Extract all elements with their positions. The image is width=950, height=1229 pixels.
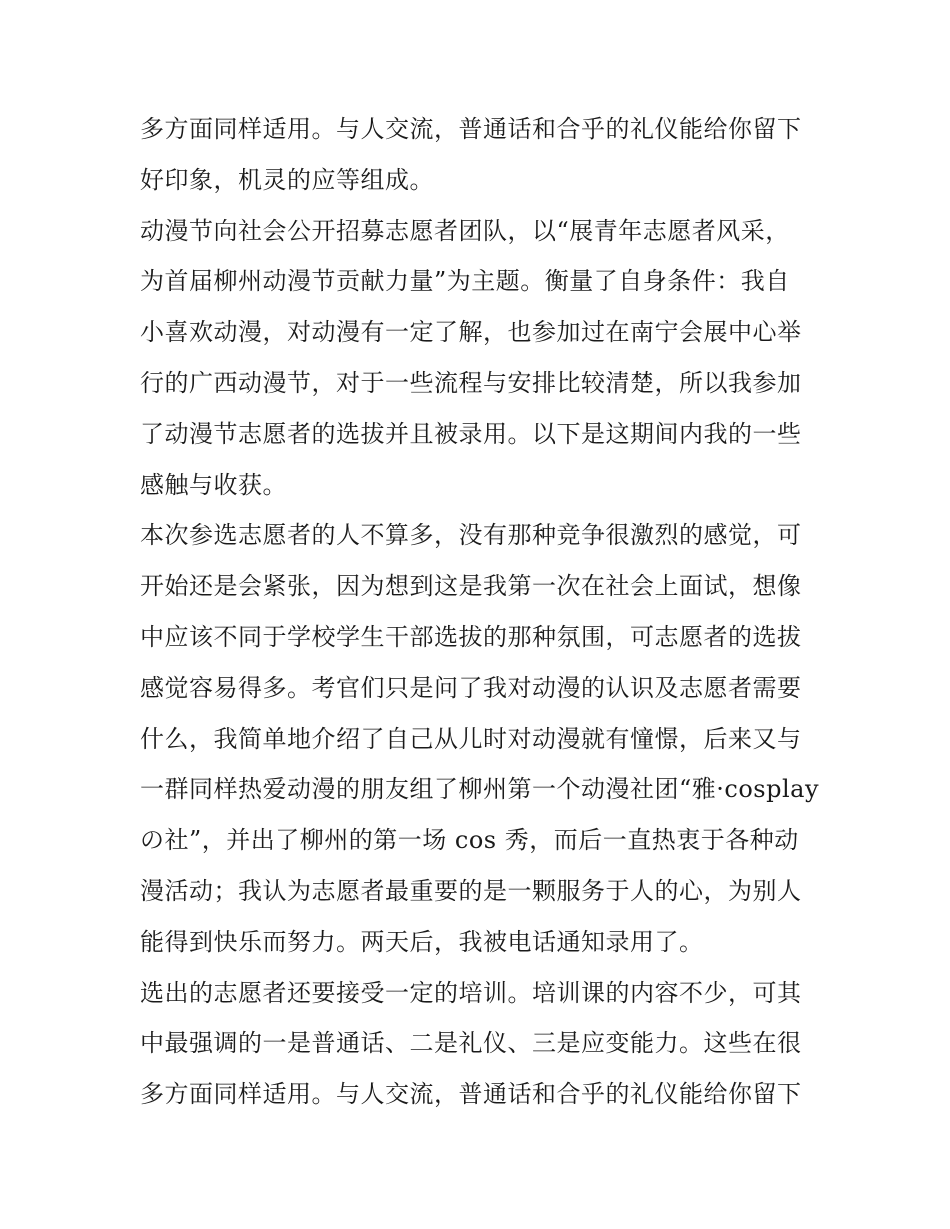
text-line: 为首届柳州动漫节贡献力量”为主题。衡量了自身条件：我自	[140, 267, 790, 296]
text-line: 了动漫节志愿者的选拔并且被录用。以下是这期间内我的一些	[140, 419, 802, 448]
document-body	[140, 104, 820, 1120]
text-line: 本次参选志愿者的人不算多，没有那种竞争很激烈的感觉，可	[140, 521, 802, 550]
text-line: 多方面同样适用。与人交流，普通话和合乎的礼仪能给你留下	[140, 115, 802, 143]
text-line: の社”，并出了柳州的第一场 cos 秀，而后一直热衷于各种动	[140, 826, 799, 855]
text-line: 小喜欢动漫，对动漫有一定了解，也参加过在南宁会展中心举	[140, 318, 802, 347]
text-line: 漫活动；我认为志愿者最重要的是一颗服务于人的心，为别人	[140, 876, 802, 905]
text-line: 开始还是会紧张，因为想到这是我第一次在社会上面试，想像	[140, 572, 802, 601]
text-line: 中应该不同于学校学生干部选拔的那种氛围，可志愿者的选拔	[140, 622, 802, 651]
text-line: 中最强调的一是普通话、二是礼仪、三是应变能力。这些在很	[140, 1029, 802, 1058]
text-line: 感触与收获。	[140, 470, 287, 499]
text-line: 好印象，机灵的应等组成。	[140, 165, 434, 194]
text-line: 多方面同样适用。与人交流，普通话和合乎的礼仪能给你留下	[140, 1080, 802, 1109]
text-line: 一群同样热爱动漫的朋友组了柳州第一个动漫社团“雅·cosplay	[140, 775, 820, 804]
text-line: 感觉容易得多。考官们只是问了我对动漫的认识及志愿者需要	[140, 673, 802, 702]
text-line: 行的广西动漫节，对于一些流程与安排比较清楚，所以我参加	[140, 368, 802, 397]
text-line: 选出的志愿者还要接受一定的培训。培训课的内容不少，可其	[140, 978, 802, 1007]
text-line: 什么，我简单地介绍了自己从儿时对动漫就有憧憬，后来又与	[140, 724, 802, 753]
text-line: 能得到快乐而努力。两天后，我被电话通知录用了。	[140, 927, 704, 956]
text-line: 动漫节向社会公开招募志愿者团队，以“展青年志愿者风采，	[140, 216, 790, 245]
